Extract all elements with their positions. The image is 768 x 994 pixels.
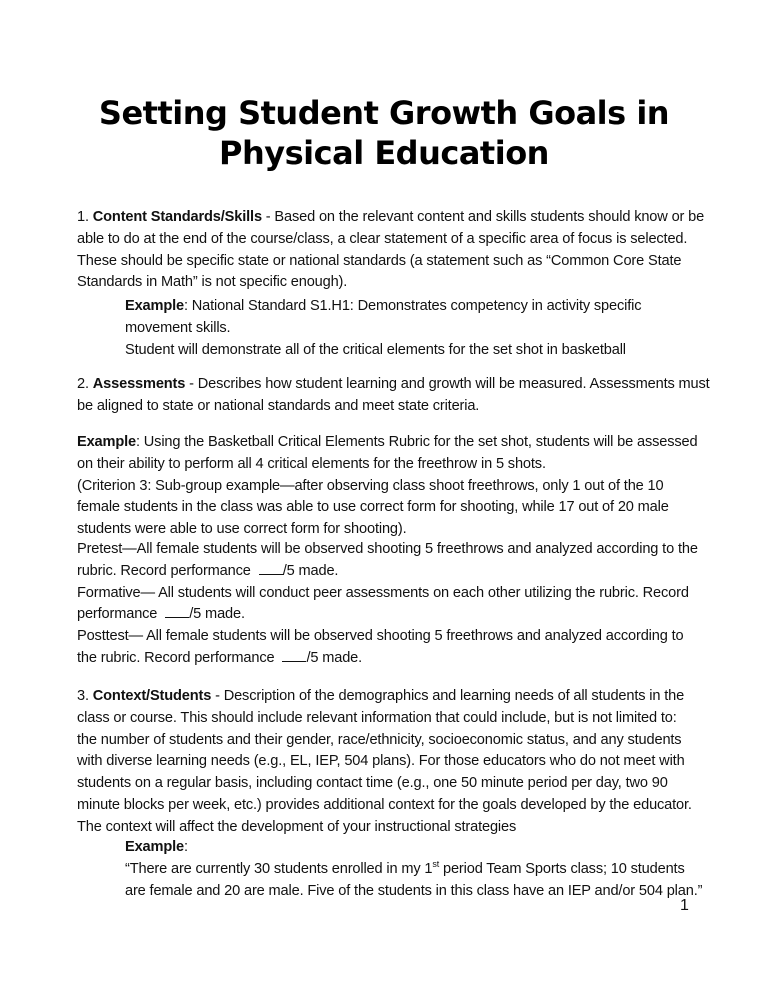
section-2-line-2: be aligned to state or national standards and meet state criteria. xyxy=(77,397,480,414)
section-1-example-line-3: Student will demonstrate all of the critical elements for the set shot in basketball xyxy=(125,341,626,358)
section-2-example-line-1 xyxy=(77,432,697,454)
section-1-text: - Based on the relevant content and skills students should know or be xyxy=(261,209,705,225)
posttest-line-1: Posttest— All female students will be observed shooting 5 freethrows and analyzed according to xyxy=(77,628,684,645)
pretest-line-2 xyxy=(77,561,697,583)
section-3-line-5: students on a regular basis, including contact time (e.g., one 50 minute period per day, two 90 xyxy=(77,775,668,792)
formative-line-1: Formative— All students will conduct peer assessments on each other utilizing the rubric. Record xyxy=(77,584,689,601)
posttest-score-blank[interactable] xyxy=(282,649,306,662)
section-2-example-line-2: on their ability to perform all 4 critical elements for the freethrow in 5 shots. xyxy=(77,455,546,472)
section-content-standards xyxy=(77,207,705,294)
section-2-text: - Describes how student learning and growth will be measured. Assessments must xyxy=(185,376,710,392)
assessment-schedule xyxy=(77,539,697,670)
example-label: Example xyxy=(125,839,184,855)
section-2-heading: Assessments xyxy=(92,376,186,392)
section-3-line-7: The context will affect the development of your instructional strategies xyxy=(77,818,517,835)
section-2-number: 2. xyxy=(77,376,93,392)
example-text: : Using the Basketball Critical Elements Rubric for the set shot, students will be assessed xyxy=(135,434,698,450)
score-suffix: /5 made. xyxy=(282,562,339,579)
quote-text: period Team Sports class; 10 students xyxy=(439,860,685,877)
document-title-line-2: Physical Education xyxy=(219,134,549,172)
posttest-text: the rubric. Record performance xyxy=(77,649,275,666)
section-3-example xyxy=(125,837,705,902)
section-1-line-4: Standards in Math” is not specific enough). xyxy=(77,274,348,291)
section-context-students xyxy=(77,686,697,839)
section-3-line-3: the number of students and their gender, race/ethnicity, socioeconomic status, and any students xyxy=(77,731,682,748)
example-colon: : xyxy=(183,839,188,855)
section-3-number: 3. xyxy=(77,688,93,704)
example-label: Example xyxy=(77,434,136,450)
section-3-line-4: with diverse learning needs (e.g., EL, IEP, 504 plans). For those educators who do not meet with xyxy=(77,753,685,770)
formative-text: performance xyxy=(77,606,158,623)
section-3-example-line-1 xyxy=(125,837,705,859)
section-1-line-2: able to do at the end of the course/class, a clear statement of a specific area of focus is selected. xyxy=(77,230,688,247)
section-3-line-6: minute blocks per week, etc.) provides additional context for the goals developed by the educator. xyxy=(77,796,692,813)
section-1-heading: Content Standards/Skills xyxy=(92,209,262,225)
page-number: 1 xyxy=(680,897,689,914)
section-3-example-line-3: are female and 20 are male. Five of the students in this class have an IEP and/or 504 plan.” xyxy=(125,882,703,899)
section-1-example-line-1 xyxy=(125,296,705,318)
score-suffix: /5 made. xyxy=(189,606,245,623)
section-1-line-1 xyxy=(77,207,705,229)
section-2-example-line-3: (Criterion 3: Sub-group example—after observing class shoot freethrows, only 1 out of the 10 xyxy=(77,477,664,494)
formative-line-2 xyxy=(77,604,697,626)
section-1-example-line-2: movement skills. xyxy=(125,319,231,336)
pretest-text: rubric. Record performance xyxy=(77,562,251,579)
section-1-example xyxy=(125,296,705,361)
section-2-line-1 xyxy=(77,374,710,396)
section-2-example xyxy=(77,432,697,541)
section-2-example-line-4: female students in the class was able to use correct form for shooting, while 17 out of 20 male xyxy=(77,499,669,516)
quote-text: “There are currently 30 students enrolled in my 1 xyxy=(125,860,433,877)
example-text: : National Standard S1.H1: Demonstrates competency in activity specific xyxy=(183,298,642,314)
section-3-example-line-2 xyxy=(125,859,705,881)
score-suffix: /5 made. xyxy=(306,649,363,666)
section-2-example-line-5: students were able to use correct form for shooting). xyxy=(77,521,407,538)
example-label: Example xyxy=(125,298,184,314)
pretest-score-blank[interactable] xyxy=(259,562,283,575)
section-1-number: 1. xyxy=(77,209,93,225)
section-3-heading: Context/Students xyxy=(92,688,212,704)
section-3-line-1 xyxy=(77,686,697,708)
posttest-line-2 xyxy=(77,648,697,670)
pretest-line-1: Pretest—All female students will be observed shooting 5 freethrows and analyzed according to the xyxy=(77,541,698,557)
ordinal-superscript: st xyxy=(432,858,440,869)
document-title-line-1: Setting Student Growth Goals in xyxy=(98,94,670,132)
formative-score-blank[interactable] xyxy=(165,605,189,618)
section-3-line-2: class or course. This should include relevant information that could include, but is not limited to: xyxy=(77,709,677,726)
section-1-line-3: These should be specific state or national standards (a statement such as “Common Core State xyxy=(77,252,682,269)
section-3-text: - Description of the demographics and learning needs of all students in the xyxy=(211,688,685,704)
section-assessments xyxy=(77,374,710,418)
